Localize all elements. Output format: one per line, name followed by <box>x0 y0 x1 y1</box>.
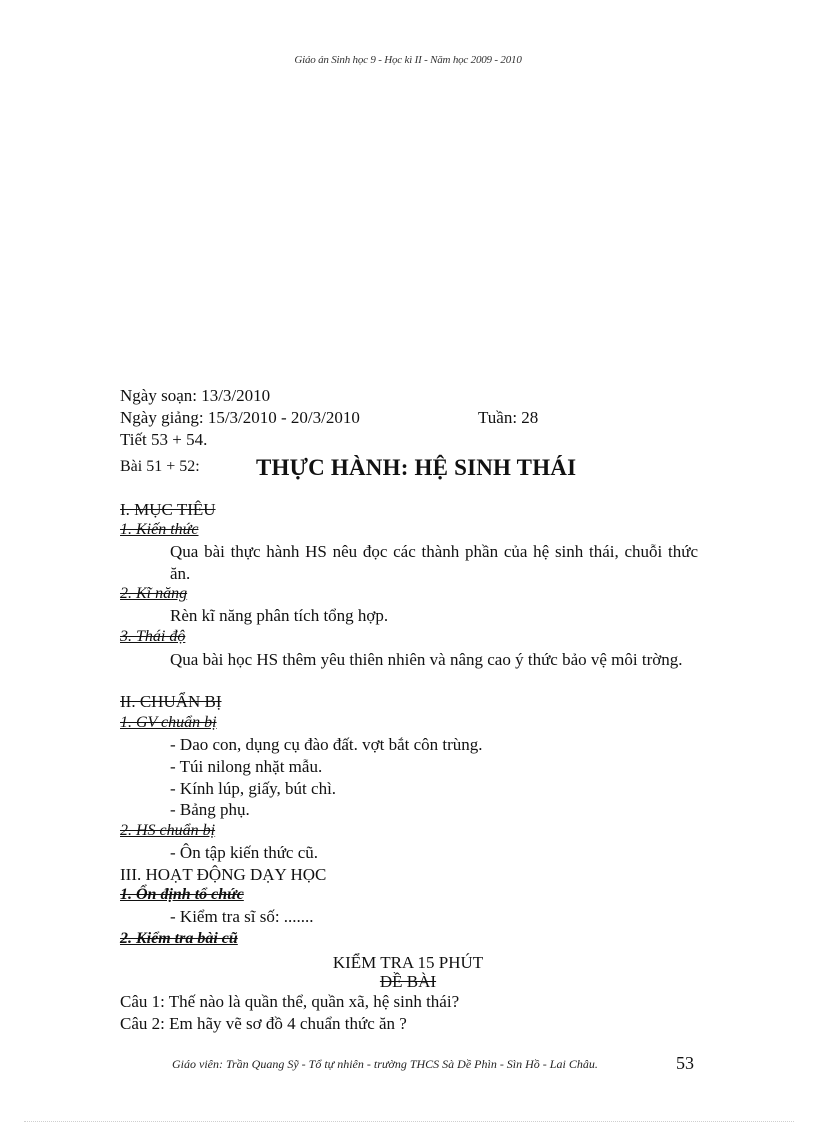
tiet: Tiết 53 + 54. <box>120 430 208 449</box>
gv-item: - Bảng phụ. <box>170 800 250 819</box>
page-number: 53 <box>676 1053 694 1073</box>
tuan: Tuần: 28 <box>478 408 539 427</box>
thai-do-text: Qua bài học HS thêm yêu thiên nhiên và nâng cao ý thức bảo vệ môi trờng. <box>170 650 683 669</box>
page-header: Giáo án Sinh học 9 - Học kì II - Năm học 2009 - 2010 <box>294 54 522 66</box>
ki-nang-text: Rèn kĩ năng phân tích tổng hợp. <box>170 606 389 625</box>
question-1: Câu 1: Thế nào là quần thể, quần xã, hệ sinh thái? <box>120 992 460 1011</box>
gv-item: - Dao con, dụng cụ đào đất. vợt bắt côn trùng. <box>170 735 483 754</box>
section-chuan-bi: II. CHUẨN BỊ <box>120 692 222 711</box>
hs-item: - Ôn tập kiến thức cũ. <box>170 843 319 862</box>
question-2: Câu 2: Em hãy vẽ sơ đồ 4 chuẩn thức ăn ? <box>120 1014 407 1033</box>
lesson-number: Bài 51 + 52: <box>120 458 200 475</box>
gv-item: - Kính lúp, giấy, bút chì. <box>170 779 337 798</box>
section-hoat-dong: III. HOẠT ĐỘNG DẠY HỌC <box>120 865 327 884</box>
thai-do-label: 3. Thái độ <box>120 628 186 645</box>
gv-item: - Túi nilong nhặt mẫu. <box>170 757 323 776</box>
ngay-giang: Ngày giảng: 15/3/2010 - 20/3/2010 <box>120 408 360 427</box>
kien-thuc-label: 1. Kiến thức <box>120 521 199 538</box>
gv-chuan-bi-label: 1. GV chuẩn bị <box>120 714 217 731</box>
page-bottom-rule <box>24 1121 794 1122</box>
on-dinh-label: 1. Ổn định tổ chức <box>120 886 244 903</box>
section-muc-tieu: I. MỤC TIÊU <box>120 500 216 519</box>
test-title: KIỂM TRA 15 PHÚT <box>332 953 484 972</box>
kien-thuc-text: Qua bài thực hành HS nêu đọc các thành phần của hệ sinh thái, chuỗi thức ăn. <box>170 542 698 583</box>
footer-author: Giáo viên: Trần Quang Sỹ - Tổ tự nhiên - trường THCS Sà Dề Phìn - Sìn Hồ - Lai Châu. <box>172 1057 598 1071</box>
kiem-tra-bai-cu-label: 2. Kiểm tra bài cũ <box>120 930 238 947</box>
ngay-soan: Ngày soạn: 13/3/2010 <box>120 386 271 405</box>
ki-nang-label: 2. Kĩ năng <box>120 585 188 602</box>
de-bai: ĐỀ BÀI <box>379 972 437 991</box>
lesson-title: THỰC HÀNH: HỆ SINH THÁI <box>256 455 577 480</box>
on-dinh-text: - Kiểm tra sĩ số: ....... <box>170 907 314 926</box>
hs-chuan-bi-label: 2. HS chuẩn bị <box>120 822 216 839</box>
